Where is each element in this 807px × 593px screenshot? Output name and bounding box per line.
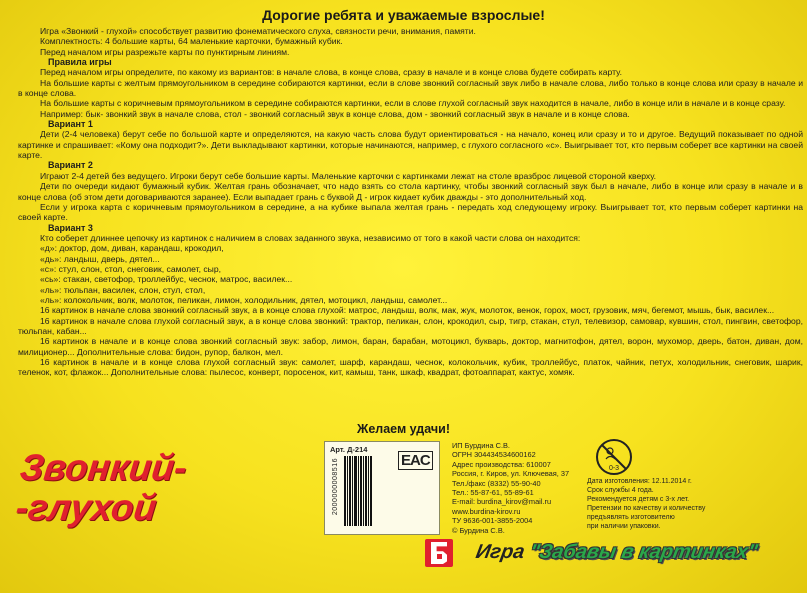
rules-paragraph: 16 картинок в начале слова звонкий согласный звук, а в конце слова глухой: матрос, ландыш, волк, мак, жук, молоток, венок, горох, мост, грузовик, мяч, бегемот, мышь, бык, василек... [40,305,775,316]
series-name: "Забавы в картинках" [528,541,760,563]
manufacturer-info [452,441,569,535]
sound-list-item: «ль»: тюльпан, василек, слон, стул, стол, [40,284,206,295]
rules-paragraph: Перед началом игры разрежьте карты по пунктирным линиям. [40,46,290,57]
variant-3-heading: Вариант 3 [48,222,93,233]
rules-paragraph: Играют 2-4 детей без ведущего. Игроки берут себе большие карты. Маленькие карточки с картинками лежат на столе вразброс лицевой стороной кверху. [40,170,657,181]
rules-paragraph: Кто соберет длиннее цепочку из картинок с наличием в словах заданного звука, независимо от того в какой части слова он находится: [40,232,581,243]
maker-line: Россия, г. Киров, ул. Ключевая, 37 [452,469,570,479]
sound-list-item: «ль»: колокольчик, волк, молоток, пеликан, лимон, холодильник, дятел, мотоцикл, ландыш, самолет... [40,294,448,305]
prod-line: предъявлять изготовителю [587,514,675,521]
prod-line: при наличии упаковки. [587,523,661,530]
rules-paragraph: На большие карты с коричневым прямоугольником в середине собираются картинки, если в слове глухой согласный звук находится в начале, либо в конце или в начале и в конце сразу. [40,98,786,109]
rules-paragraph: Дети по очереди кидают бумажный кубик. Желтая грань обозначает, что надо взять со стола картинку, чтобы звонкий согласный звук был в начале, либо в конце или сразу в начале и в конце слова (об этом дети договариваются заранее). Если выпадает грань с буквой Д - игрок кидает кубик дважды - это дополнительный ход. [18,181,803,202]
rules-paragraph: 16 картинок в начале и в конце слова глухой согласный звук: самолет, шарф, карандаш, чеснок, колокольчик, кубик, троллейбус, платок, чайник, петух, холодильник, снеговик, шарик, теленок, кот, флажок... Дополнительные слова: пылесос, конверт, поросенок, кит, камыш, танк, шкаф, квадрат, фотоаппарат, кактус, хомяк. [18,357,803,378]
rules-paragraph: 16 картинок в начале и в конце слова звонкий согласный звук: забор, лимон, баран, барабан, мотоцикл, букварь, доктор, магнитофон, дятел, ворон, мухомор, дверь, батон, диван, дом, милиционер... Дополнительные слова: бидон, рупор, балкон, мел. [18,336,803,357]
rules-paragraph: Дети (2-4 человека) берут себе по большой карте и определяются, на какую часть слова будут ориентироваться - на начало, конец или сразу и то и другое. Ведущий показывает по одной картинке и спрашивает: «Кому она подходит?». Дети выкладывают картинки, которые начинаются, например, с глухого согласного «с». Выигрывает тот, кто первым соберет все картинки на своей карте. [18,129,803,161]
eac-mark-icon: EAC [398,451,433,470]
maker-line: E-mail: burdina_kirov@mail.ru [452,497,552,507]
maker-line: Адрес производства: 610007 [452,459,551,469]
production-info [587,477,705,531]
prod-line: Дата изготовления: 12.11.2014 г. [587,478,692,485]
maker-line: www.burdina-kirov.ru [452,506,521,516]
maker-line: ИП Бурдина С.В. [452,441,510,450]
rules-heading: Правила игры [48,57,112,68]
maker-line: Тел.: 55-87-61, 55-89-61 [452,488,534,498]
sound-list-item: «дь»: ландыш, дверь, дятел... [40,253,160,264]
good-luck-text: Желаем удачи! [357,422,450,436]
rules-paragraph: Комплектность: 4 большие карты, 64 маленькие карточки, бумажный кубик. [40,36,343,47]
prod-line: Срок службы 4 года. [587,487,654,494]
rules-text [18,26,803,378]
barcode-icon [332,456,372,526]
variant-1-heading: Вариант 1 [48,119,93,130]
rules-paragraph: Например: бык- звонкий звук в начале слова, стол - звонкий согласный звук в конце слова, дом - звонкий согласный звук в начале и в конце слова. [40,108,630,119]
prod-line: Рекомендуется детям с 3-х лет. [587,496,690,503]
maker-line: Тел./факс (8332) 55-90-40 [452,478,541,488]
article-number: Арт. Д-214 [330,445,368,454]
prod-line: Претензии по качеству и количеству [587,505,706,512]
rules-paragraph: Если у игрока карта с коричневым прямоугольником в середине, а на кубике выпала желтая грань - передать ход следующему игроку. Выигрывает тот, кто первым соберет картинки на своей карте. [18,201,803,223]
sound-list-item: «сь»: стакан, светофор, троллейбус, чеснок, матрос, василек... [40,274,293,285]
barcode-number: 2000000008516 [332,458,339,516]
maker-line: ОГРН 304434534600162 [452,450,536,460]
maker-line: ТУ 9636-001-3855-2004 [452,516,533,526]
age-warning-icon [594,437,634,477]
series-logo [474,541,759,564]
rules-paragraph: Перед началом игры определите, по какому из вариантов: в начале слова, в конце слова, сразу в начале и в конце слова будете собирать карту. [40,67,622,78]
variant-2-heading: Вариант 2 [48,160,93,171]
series-prefix: Игра [474,541,527,563]
page-title: Дорогие ребята и уважаемые взрослые! [262,7,545,23]
game-title-line1: Звонкий- [18,447,189,488]
age-label: 0-3 [608,465,620,472]
sound-list-item: «с»: стул, слон, стол, снеговик, самолет, сыр, [40,263,222,274]
game-title-line2: -глухой [13,487,159,528]
rules-paragraph: 16 картинок в начале слова глухой согласный звук, а в конце слова звонкий: трактор, пеликан, слон, крокодил, сыр, тигр, стакан, стул, телевизор, самовар, кувшин, стол, пингвин, светофор, тюльпан, кабан... [18,315,803,336]
maker-line: © Бурдина С.В. [452,525,505,535]
rules-paragraph: Игра «Звонкий - глухой» способствует развитию фонематического слуха, связности речи, внимания, памяти. [40,26,476,36]
rules-paragraph: На большие карты с желтым прямоугольником в середине собираются картинки, если в слове звонкий согласный звук либо в начале слова, либо только в конце слова или сразу в начале и в конце слова. [18,77,803,99]
publisher-logo-icon [425,539,453,567]
game-title-logo [14,448,189,528]
sound-list-item: «д»: доктор, дом, диван, карандаш, крокодил, [40,243,224,254]
